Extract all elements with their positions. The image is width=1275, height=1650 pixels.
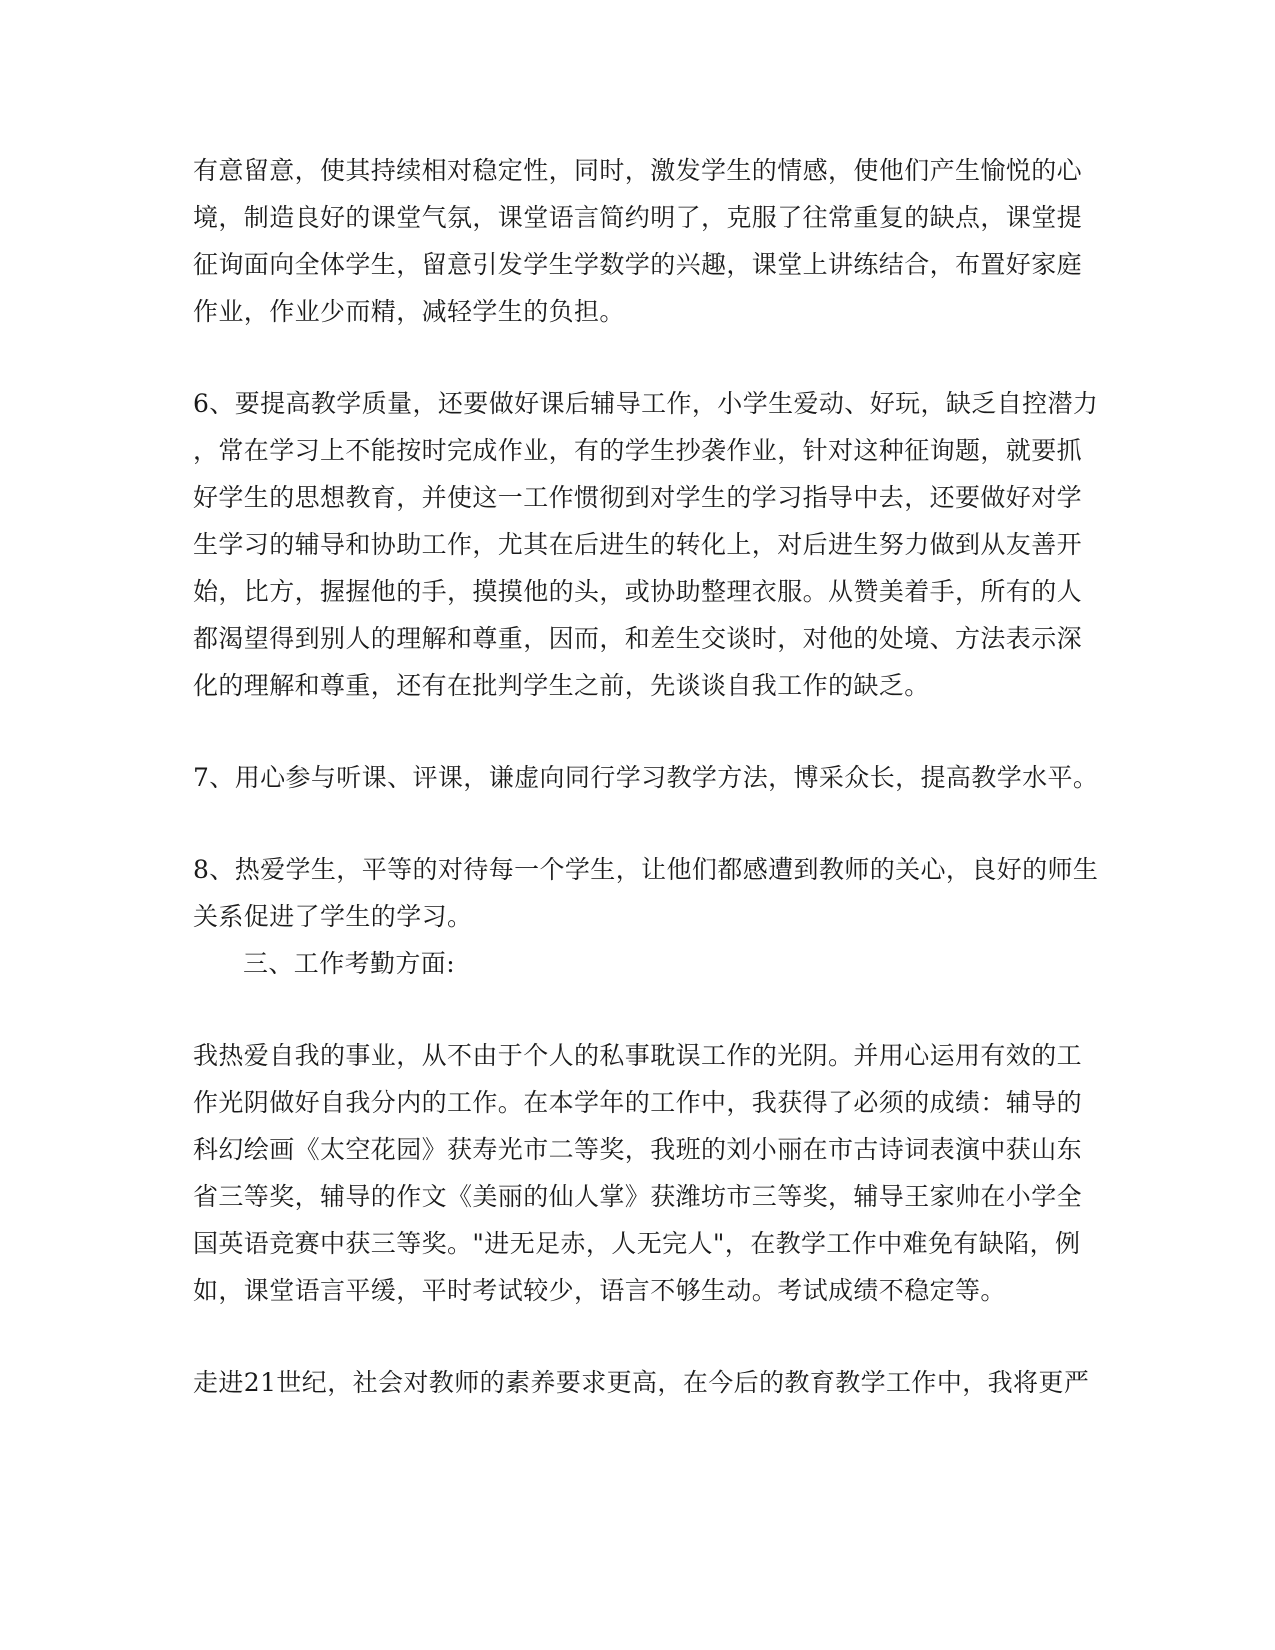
paragraph-line: 有意留意，使其持续相对稳定性，同时，激发学生的情感，使他们产生愉悦的心 (193, 156, 1083, 185)
paragraph-line: 生学习的辅导和协助工作，尤其在后进生的转化上，对后进生努力做到从友善开 (193, 530, 1083, 559)
paragraph-line: 省三等奖，辅导的作文《美丽的仙人掌》获潍坊市三等奖，辅导王家帅在小学全 (193, 1182, 1083, 1211)
paragraph-line: 如，课堂语言平缓，平时考试较少，语言不够生动。考试成绩不稳定等。 (193, 1276, 1006, 1305)
paragraph-line: 8、热爱学生，平等的对待每一个学生，让他们都感遭到教师的关心，良好的师生 (193, 855, 1099, 884)
paragraph-line: 都渴望得到别人的理解和尊重，因而，和差生交谈时，对他的处境、方法表示深 (193, 624, 1083, 653)
paragraph-line: 始，比方，握握他的手，摸摸他的头，或协助整理衣服。从赞美着手，所有的人 (193, 577, 1083, 606)
paragraph-line: 关系促进了学生的学习。 (193, 902, 473, 931)
paragraph-line: 国英语竞赛中获三等奖。"进无足赤，人无完人"，在教学工作中难免有缺陷，例 (193, 1229, 1081, 1258)
paragraph-line: ，常在学习上不能按时完成作业，有的学生抄袭作业，针对这种征询题，就要抓 (193, 436, 1083, 465)
paragraph-line: 6、要提高教学质量，还要做好课后辅导工作，小学生爱动、好玩，缺乏自控潜力 (193, 389, 1099, 418)
paragraph-line: 走进21世纪，社会对教师的素养要求更高，在今后的教育教学工作中，我将更严 (193, 1368, 1090, 1397)
paragraph-line: 作光阴做好自我分内的工作。在本学年的工作中，我获得了必须的成绩：辅导的 (193, 1088, 1083, 1117)
paragraph-line: 作业，作业少而精，减轻学生的负担。 (193, 297, 625, 326)
paragraph-line: 我热爱自我的事业，从不由于个人的私事耽误工作的光阴。并用心运用有效的工 (193, 1041, 1083, 1070)
paragraph-line: 境，制造良好的课堂气氛，课堂语言简约明了，克服了往常重复的缺点，课堂提 (193, 203, 1083, 232)
paragraph-line: 科幻绘画《太空花园》获寿光市二等奖，我班的刘小丽在市古诗词表演中获山东 (193, 1135, 1083, 1164)
paragraph-line: 化的理解和尊重，还有在批判学生之前，先谈谈自我工作的缺乏。 (193, 671, 930, 700)
section-heading: 三、工作考勤方面: (243, 949, 456, 978)
paragraph-line: 7、用心参与听课、评课，谦虚向同行学习教学方法，博采众长，提高教学水平。 (193, 763, 1099, 792)
paragraph-line: 征询面向全体学生，留意引发学生学数学的兴趣，课堂上讲练结合，布置好家庭 (193, 250, 1083, 279)
paragraph-line: 好学生的思想教育，并使这一工作惯彻到对学生的学习指导中去，还要做好对学 (193, 483, 1083, 512)
